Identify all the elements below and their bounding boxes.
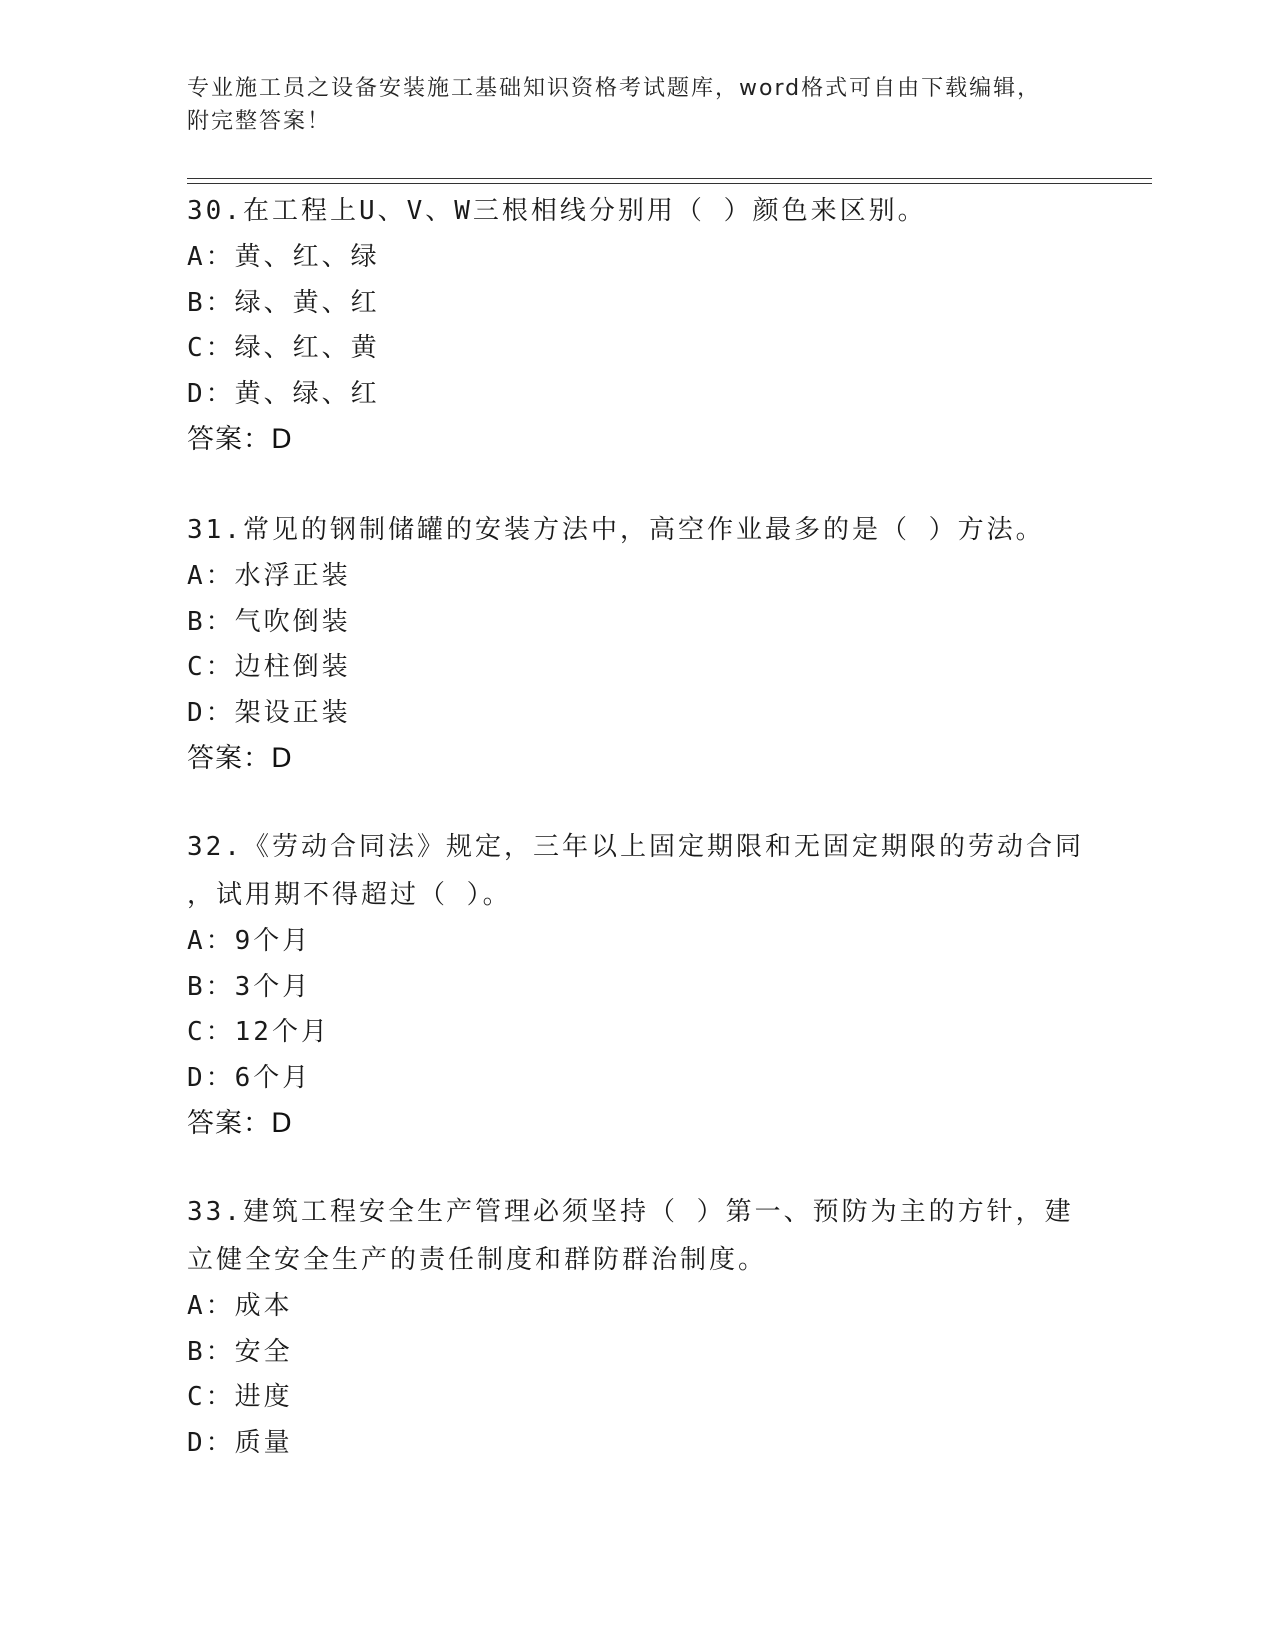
option-a: A：成本 bbox=[187, 1291, 293, 1321]
answer-line bbox=[187, 417, 1087, 463]
header-line-1: 专业施工员之设备安装施工基础知识资格考试题库，word格式可自由下载编辑， bbox=[187, 76, 1042, 101]
question-stem-line-1: 33.建筑工程安全生产管理必须坚持（ ）第一、预防为主的方针，建 bbox=[187, 1197, 1074, 1227]
answer-label: 答案： bbox=[187, 424, 271, 455]
option-c: C：绿、红、黄 bbox=[187, 333, 380, 363]
document-header bbox=[187, 72, 1067, 138]
option-b: B：绿、黄、红 bbox=[187, 287, 380, 318]
option-a: A：水浮正装 bbox=[187, 561, 351, 591]
option-b: B：气吹倒装 bbox=[187, 606, 351, 637]
answer-line bbox=[187, 736, 1087, 782]
question-stem-line-2: ，试用期不得超过（ ）。 bbox=[187, 880, 512, 910]
answer-value: D bbox=[271, 424, 292, 455]
question-30 bbox=[187, 187, 1087, 463]
question-stem-line-2: 立健全安全生产的责任制度和群防群治制度。 bbox=[187, 1245, 768, 1275]
option-b: B：3个月 bbox=[187, 971, 312, 1002]
option-c: C：边柱倒装 bbox=[187, 652, 351, 682]
option-d: D：黄、绿、红 bbox=[187, 378, 380, 409]
question-stem: 31.常见的钢制储罐的安装方法中，高空作业最多的是（ ）方法。 bbox=[187, 515, 1045, 545]
answer-value: D bbox=[271, 1108, 292, 1139]
option-a: A：9个月 bbox=[187, 926, 312, 956]
option-b: B：安全 bbox=[187, 1336, 293, 1367]
option-c: C：12个月 bbox=[187, 1017, 330, 1047]
header-divider-top bbox=[187, 178, 1152, 179]
question-31 bbox=[187, 506, 1087, 782]
question-33 bbox=[187, 1188, 1087, 1466]
question-32 bbox=[187, 823, 1087, 1147]
question-stem: 30.在工程上U、V、W三根相线分别用（ ）颜色来区别。 bbox=[187, 196, 927, 226]
option-a: A：黄、红、绿 bbox=[187, 242, 380, 272]
option-d: D：6个月 bbox=[187, 1062, 312, 1093]
option-c: C：进度 bbox=[187, 1382, 293, 1412]
option-d: D：架设正装 bbox=[187, 697, 351, 728]
answer-label: 答案： bbox=[187, 1108, 271, 1139]
header-line-2: 附完整答案！ bbox=[187, 109, 332, 134]
answer-label: 答案： bbox=[187, 743, 271, 774]
question-stem-line-1: 32.《劳动合同法》规定，三年以上固定期限和无固定期限的劳动合同 bbox=[187, 832, 1084, 862]
answer-line bbox=[187, 1101, 1087, 1147]
header-divider-bottom bbox=[187, 183, 1152, 184]
answer-value: D bbox=[271, 743, 292, 774]
option-d: D：质量 bbox=[187, 1427, 293, 1458]
